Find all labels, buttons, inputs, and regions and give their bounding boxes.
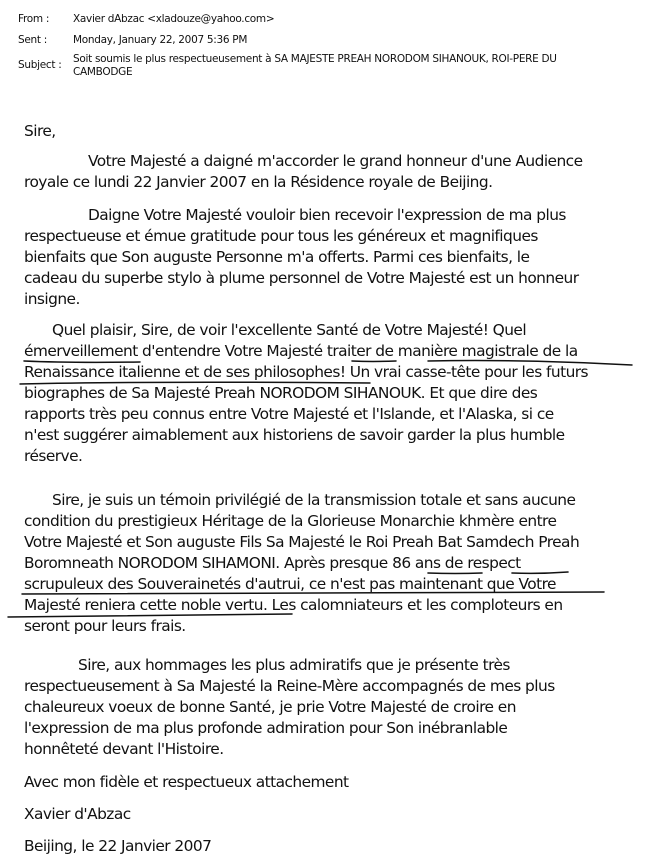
underlined-phrase: traiter xyxy=(326,342,371,360)
place-date: Beijing, le 22 Janvier 2007 xyxy=(24,837,212,855)
subject-label: Subject : xyxy=(18,59,62,71)
text-run: Les calomniateurs et les comploteurs en xyxy=(267,596,563,614)
p3-line: réserve. xyxy=(24,447,83,465)
p5-line: respectueusement à Sa Majesté la Reine-Mère accompagnés de mes plus xyxy=(24,677,555,695)
p3-line: n'est suggérer aimablement aux historiens de savoir garder la plus humble xyxy=(24,426,565,444)
text-run: Un vrai casse-tête pour les futurs xyxy=(345,363,589,381)
p2-line: cadeau du superbe stylo à plume personnel de Votre Majesté est un honneur xyxy=(24,269,579,287)
signature: Xavier d'Abzac xyxy=(24,805,131,823)
p2-line: Daigne Votre Majesté vouloir bien recevoir l'expression de ma plus xyxy=(88,206,566,224)
subject-line-1: Soit soumis le plus respectueusement à SA MAJESTE PREAH NORODOM SIHANOUK, ROI-PERE DU xyxy=(73,53,557,65)
from-value: Xavier dAbzac <xladouze@yahoo.com> xyxy=(73,13,275,25)
p5-line: Sire, aux hommages les plus admiratifs que je présente très xyxy=(78,656,510,674)
underlined-phrase: émerveillement xyxy=(24,342,138,360)
p1-line: royale ce lundi 22 Janvier 2007 en la Résidence royale de Beijing. xyxy=(24,173,493,191)
subject-line-2: CAMBODGE xyxy=(73,66,133,78)
p5-line: l'expression de ma plus profonde admiration pour Son inébranlable xyxy=(24,719,508,737)
sent-label: Sent : xyxy=(18,34,47,46)
text-run: de xyxy=(370,342,398,360)
p3-line: Quel plaisir, Sire, de voir l'excellente Santé de Votre Majesté! Quel xyxy=(52,321,527,339)
p4-line: scrupuleux des Souverainetés d'autrui, ce n'est pas maintenant que Votre xyxy=(24,575,556,593)
underlined-phrase: Renaissance italienne et de ses philosophes! xyxy=(24,363,346,381)
p3-line xyxy=(24,362,588,382)
p2-line: respectueuse et émue gratitude pour tous les généreux et magnifiques xyxy=(24,227,538,245)
text-run: Boromneath NORODOM SIHAMONI. Après presque xyxy=(24,554,393,572)
underlined-phrase: respect xyxy=(467,554,521,572)
p3-line: biographes de Sa Majesté Preah NORODOM SIHANOUK. Et que dire des xyxy=(24,384,538,402)
p2-line: bienfaits que Son auguste Personne m'a offerts. Parmi ces bienfaits, le xyxy=(24,248,530,266)
p4-line xyxy=(24,595,563,615)
text-run: de xyxy=(440,554,468,572)
closing: Avec mon fidèle et respectueux attachement xyxy=(24,773,349,791)
sent-value: Monday, January 22, 2007 5:36 PM xyxy=(73,34,248,46)
underlined-phrase: manière magistrale de la xyxy=(397,342,578,360)
p4-line: seront pour leurs frais. xyxy=(24,617,186,635)
p2-line: insigne. xyxy=(24,290,80,308)
p1-line: Votre Majesté a daigné m'accorder le grand honneur d'une Audience xyxy=(88,152,583,170)
p3-line: rapports très peu connus entre Votre Majesté et l'Islande, et l'Alaska, si ce xyxy=(24,405,554,423)
from-label: From : xyxy=(18,13,50,25)
p4-line: Sire, je suis un témoin privilégié de la transmission totale et sans aucune xyxy=(52,491,576,509)
p5-line: honnêteté devant l'Histoire. xyxy=(24,740,224,758)
underlined-phrase: 86 ans xyxy=(392,554,441,572)
text-run: d'entendre Votre Majesté xyxy=(137,342,327,360)
p3-line xyxy=(24,341,578,361)
p4-line: Votre Majesté et Son auguste Fils Sa Majesté le Roi Preah Bat Samdech Preah xyxy=(24,533,580,551)
p5-line: chaleureux voeux de bonne Santé, je prie Votre Majesté de croire en xyxy=(24,698,516,716)
underlined-phrase: Majesté reniera cette noble vertu. xyxy=(24,596,268,614)
salutation: Sire, xyxy=(24,122,56,140)
p4-line: condition du prestigieux Héritage de la Glorieuse Monarchie khmère entre xyxy=(24,512,557,530)
p4-line xyxy=(24,553,521,573)
